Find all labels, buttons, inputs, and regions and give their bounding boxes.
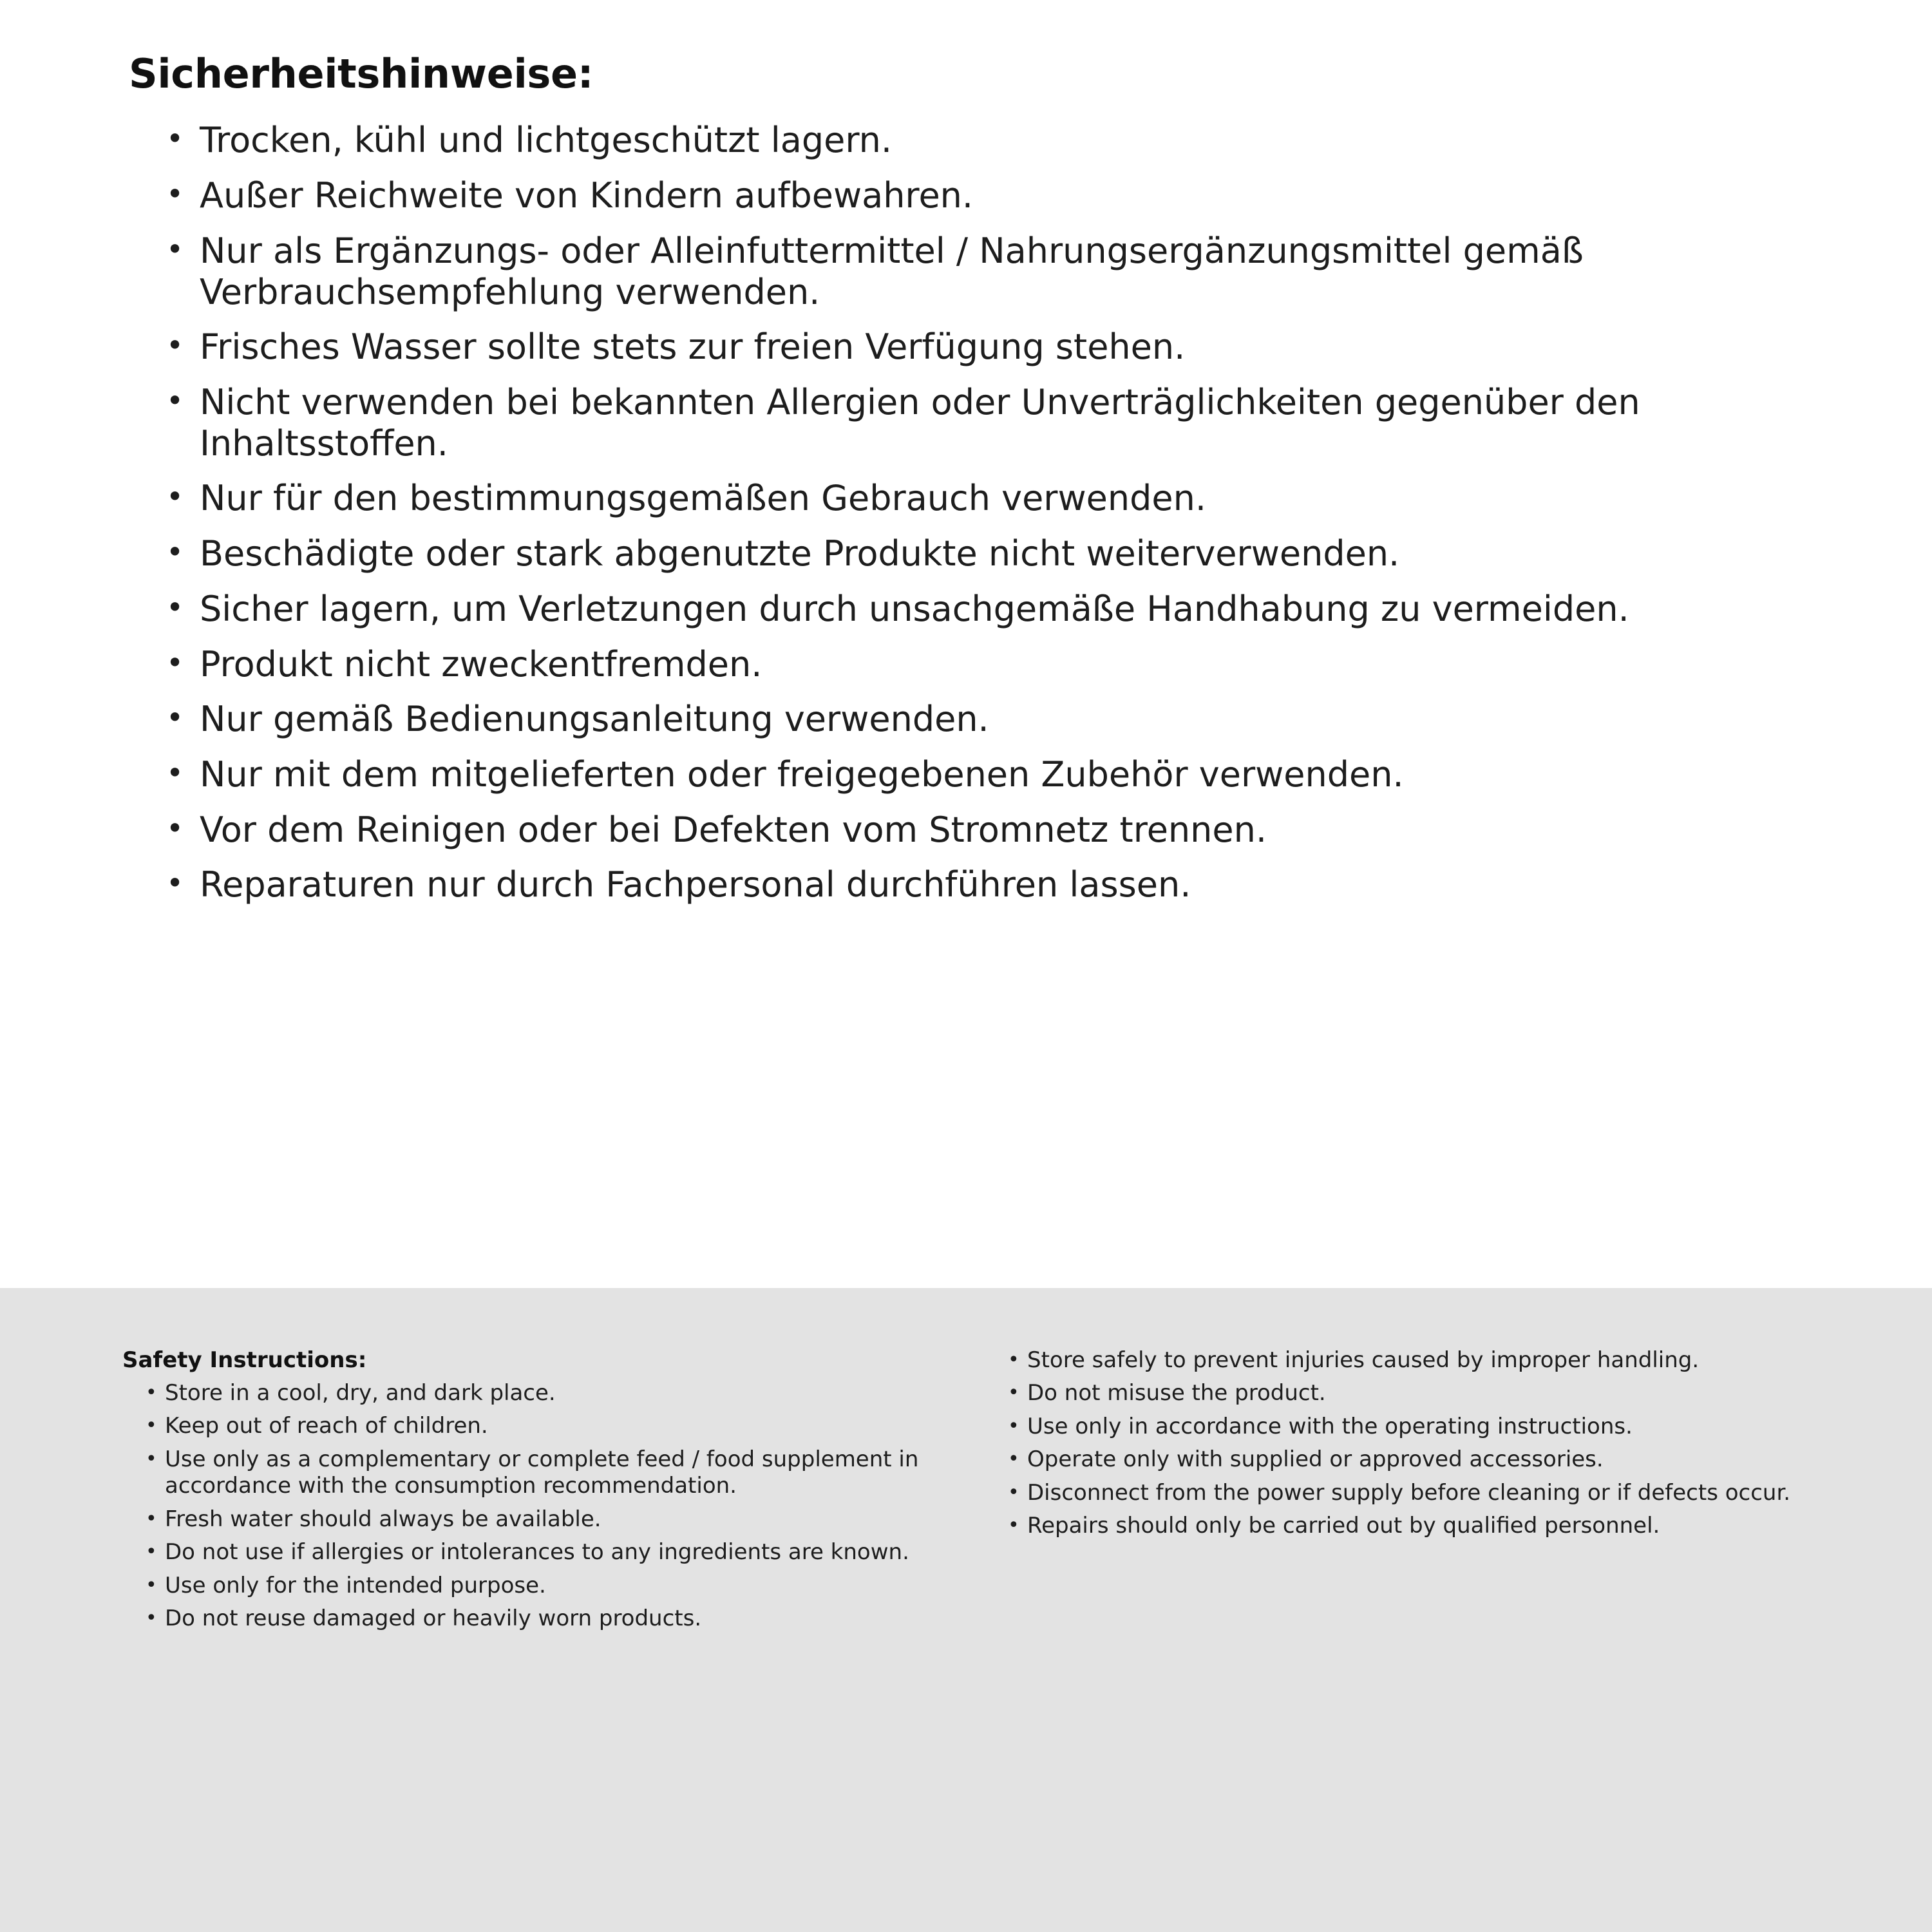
- bullet-icon: •: [166, 700, 184, 735]
- bullet-icon: •: [146, 1507, 157, 1530]
- list-item-text: Store in a cool, dry, and dark place.: [165, 1379, 556, 1406]
- bullet-icon: •: [166, 535, 184, 570]
- bullet-icon: •: [1008, 1381, 1019, 1405]
- list-item-text: Beschädigte oder stark abgenutzte Produkte nicht weiterverwenden.: [200, 533, 1400, 574]
- list-item-text: Keep out of reach of children.: [165, 1413, 488, 1439]
- bullet-icon: •: [166, 176, 184, 212]
- bullet-icon: •: [146, 1573, 157, 1596]
- list-item: [166, 327, 1835, 368]
- list-item-text: Fresh water should always be available.: [165, 1506, 601, 1532]
- list-item: [146, 1446, 950, 1500]
- list-item-text: Do not reuse damaged or heavily worn products.: [165, 1605, 702, 1632]
- bullet-icon: •: [166, 479, 184, 515]
- list-item: [146, 1573, 950, 1599]
- english-columns: [122, 1347, 1835, 1639]
- bullet-icon: •: [166, 121, 184, 156]
- bullet-icon: •: [146, 1414, 157, 1437]
- bullet-icon: •: [166, 645, 184, 680]
- list-item-text: Reparaturen nur durch Fachpersonal durchführen lassen.: [200, 864, 1191, 905]
- bullet-icon: •: [146, 1540, 157, 1564]
- list-item-text: Nur mit dem mitgelieferten oder freigegebenen Zubehör verwenden.: [200, 754, 1404, 795]
- bullet-icon: •: [166, 589, 184, 625]
- bullet-icon: •: [166, 810, 184, 846]
- list-item-text: Use only as a complementary or complete feed / food supplement in accordance with the consumption recommendation.: [165, 1446, 919, 1499]
- list-item: [166, 754, 1835, 795]
- list-item: [166, 699, 1835, 740]
- english-safety-list-right: [1008, 1347, 1835, 1540]
- list-item: [166, 810, 1835, 851]
- german-safety-list: [129, 120, 1835, 905]
- list-item-text: Repairs should only be carried out by qualified personnel.: [1027, 1513, 1660, 1539]
- bullet-icon: •: [1008, 1514, 1019, 1537]
- list-item: [1008, 1380, 1835, 1406]
- list-item: [146, 1413, 950, 1439]
- list-item-text: Außer Reichweite von Kindern aufbewahren.: [200, 175, 974, 216]
- list-item-text: Frisches Wasser sollte stets zur freien Verfügung stehen.: [200, 327, 1186, 368]
- list-item: [146, 1380, 950, 1406]
- list-item-text: Nur für den bestimmungsgemäßen Gebrauch verwenden.: [200, 478, 1206, 519]
- list-item: [166, 533, 1835, 574]
- bullet-icon: •: [1008, 1448, 1019, 1471]
- german-section-heading: Sicherheitshinweise:: [129, 50, 594, 97]
- list-item: [1008, 1513, 1835, 1539]
- bullet-icon: •: [166, 231, 184, 267]
- list-item: [166, 589, 1835, 630]
- list-item: [166, 120, 1835, 161]
- list-item-text: Do not misuse the product.: [1027, 1380, 1326, 1406]
- list-item: [166, 175, 1835, 216]
- list-item-text: Do not use if allergies or intolerances to any ingredients are known.: [165, 1539, 909, 1566]
- bullet-icon: •: [146, 1447, 157, 1470]
- list-item: [146, 1605, 950, 1632]
- list-item-text: Vor dem Reinigen oder bei Defekten vom Stromnetz trennen.: [200, 809, 1267, 850]
- english-column-left: [122, 1347, 950, 1639]
- list-item-text: Trocken, kühl und lichtgeschützt lagern.: [200, 120, 892, 161]
- list-item: [166, 382, 1835, 464]
- bullet-icon: •: [146, 1381, 157, 1404]
- list-item: [166, 864, 1835, 905]
- list-item-text: Store safely to prevent injuries caused by improper handling.: [1027, 1347, 1700, 1373]
- bullet-icon: •: [166, 755, 184, 791]
- list-item: [166, 644, 1835, 685]
- list-item: [1008, 1480, 1835, 1506]
- bullet-icon: •: [166, 328, 184, 363]
- english-column-right: [1008, 1347, 1835, 1546]
- list-item-text: Nur gemäß Bedienungsanleitung verwenden.: [200, 699, 989, 740]
- list-item-text: Use only for the intended purpose.: [165, 1572, 546, 1598]
- bullet-icon: •: [1008, 1481, 1019, 1504]
- list-item-text: Use only in accordance with the operating instructions.: [1027, 1413, 1633, 1439]
- list-item-text: Produkt nicht zweckentfremden.: [200, 643, 762, 685]
- list-item-text: Disconnect from the power supply before cleaning or if defects occur.: [1027, 1479, 1791, 1506]
- list-item-text: Nicht verwenden bei bekannten Allergien oder Unverträglichkeiten gegenüber den Inhaltsstoffen.: [200, 381, 1640, 464]
- list-item: [146, 1539, 950, 1566]
- list-item: [1008, 1446, 1835, 1473]
- bullet-icon: •: [1008, 1414, 1019, 1437]
- list-item: [1008, 1347, 1835, 1374]
- list-item-text: Sicher lagern, um Verletzungen durch unsachgemäße Handhabung zu vermeiden.: [200, 588, 1629, 629]
- bullet-icon: •: [166, 383, 184, 418]
- bullet-icon: •: [1008, 1349, 1019, 1371]
- list-item: [146, 1506, 950, 1533]
- bullet-icon: •: [146, 1607, 157, 1630]
- list-item: [166, 478, 1835, 519]
- list-item: [166, 231, 1835, 312]
- english-section-heading: Safety Instructions:: [122, 1347, 367, 1373]
- list-item: [1008, 1414, 1835, 1440]
- bullet-icon: •: [166, 866, 184, 901]
- english-safety-section: [0, 1288, 1932, 1932]
- english-safety-list-left: [122, 1380, 950, 1633]
- list-item-text: Operate only with supplied or approved accessories.: [1027, 1446, 1604, 1473]
- list-item-text: Nur als Ergänzungs- oder Alleinfuttermittel / Nahrungsergänzungsmittel gemäß Verbrauchsempfehlung verwenden.: [200, 230, 1584, 312]
